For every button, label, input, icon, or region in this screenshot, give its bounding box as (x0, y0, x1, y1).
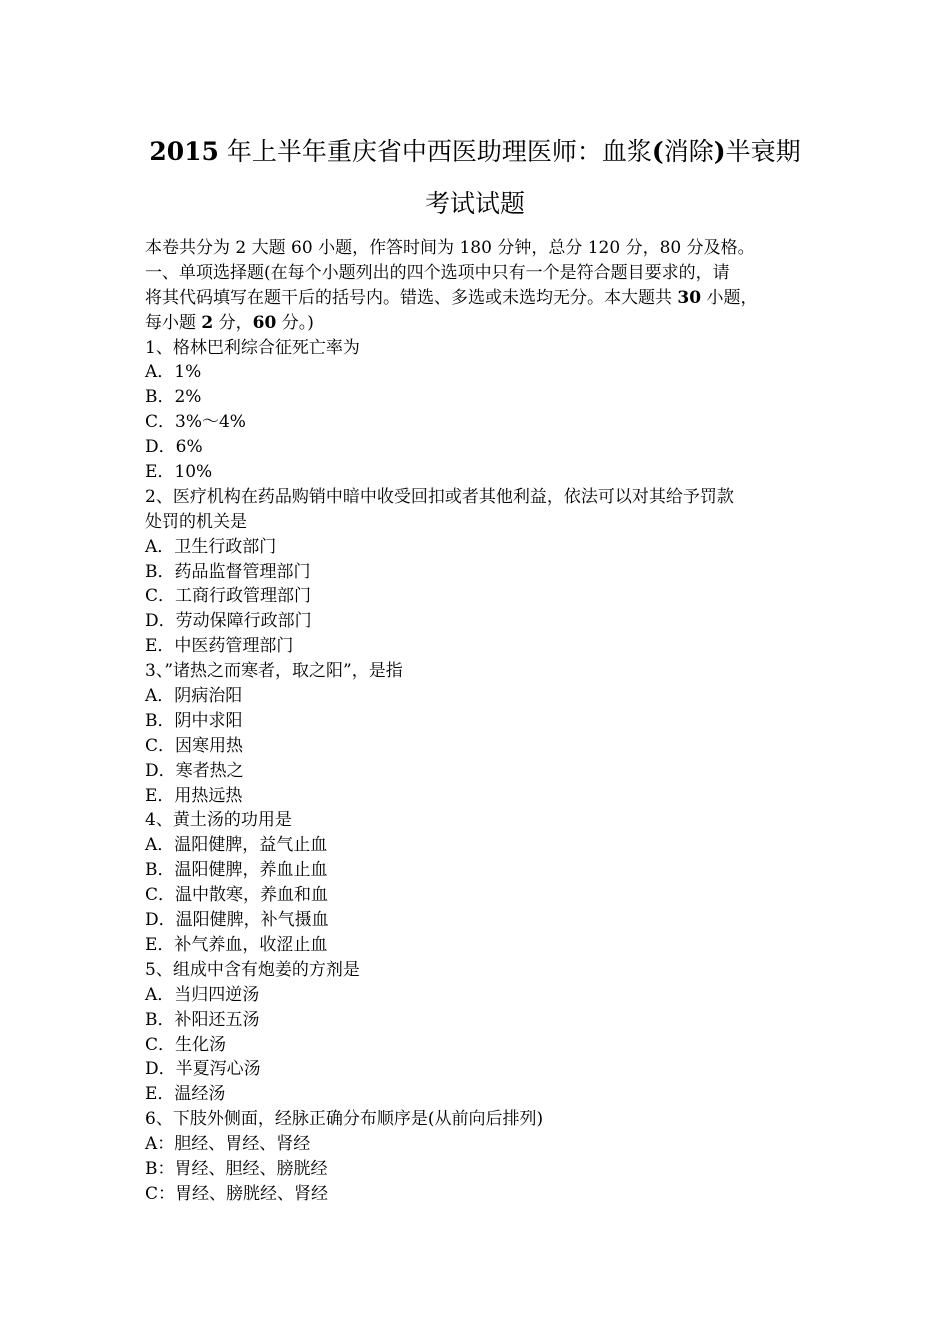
question-stem-continued: 处罚的机关是 (145, 511, 247, 532)
answer-option: B．2% (145, 387, 202, 408)
answer-option: E．中医药管理部门 (145, 636, 294, 657)
document-title-line-1 (0, 136, 950, 168)
question-stem: 4、黄土汤的功用是 (145, 810, 292, 831)
title-year: 2015 (149, 137, 219, 166)
question-stem: 5、组成中含有炮姜的方剂是 (145, 959, 360, 980)
answer-option: E．用热远热 (145, 785, 243, 806)
document-body (145, 236, 810, 1207)
section-text: 每小题 (145, 312, 202, 333)
intro-paragraph: 本卷共分为 2 大题 60 小题，作答时间为 180 分钟，总分 120 分，80 分及格。 (145, 238, 755, 258)
question-count: 30 (677, 287, 702, 308)
answer-option: D．6% (145, 437, 203, 458)
title-tail: 半衰期 (725, 137, 801, 166)
answer-option: D．温阳健脾，补气摄血 (145, 910, 329, 931)
answer-option: B．温阳健脾，养血止血 (145, 860, 328, 881)
answer-option: C．工商行政管理部门 (145, 586, 312, 607)
title-text: 年上半年重庆省中西医助理医师：血浆 (218, 137, 652, 166)
title-paren-word: 消除 (663, 137, 714, 166)
points-per-question: 2 (201, 312, 214, 333)
answer-option: B．补阳还五汤 (145, 1009, 260, 1030)
answer-option: A．温阳健脾，益气止血 (145, 835, 328, 856)
question-stem: 1、格林巴利综合征死亡率为 (145, 337, 360, 358)
section-text: 分， (213, 312, 253, 333)
answer-option: E．温经汤 (145, 1084, 226, 1105)
question-stem: 3、”诸热之而寒者，取之阳”，是指 (145, 661, 403, 682)
section-text: 分。) (276, 312, 314, 333)
section-text: 小题， (701, 287, 758, 308)
answer-option: A．阴病治阳 (145, 686, 243, 707)
title-paren-close: ) (713, 137, 726, 166)
answer-option: D．劳动保障行政部门 (145, 611, 312, 632)
answer-option: D．半夏泻心汤 (145, 1059, 261, 1080)
answer-option: C．温中散寒，养血和血 (145, 885, 329, 906)
answer-option: C．因寒用热 (145, 735, 244, 756)
section-heading-line-1: 一、单项选择题(在每个小题列出的四个选项中只有一个是符合题目要求的，请 (145, 262, 730, 283)
answer-option: E．10% (145, 462, 213, 483)
answer-option: C：胃经、膀胱经、肾经 (145, 1183, 329, 1204)
title-paren-open: ( (651, 137, 664, 166)
question-stem: 6、下肢外侧面，经脉正确分布顺序是(从前向后排列) (145, 1109, 544, 1130)
answer-option: A：胆经、胃经、肾经 (145, 1134, 311, 1155)
answer-option: D．寒者热之 (145, 760, 244, 781)
section-heading-line-3 (145, 311, 810, 336)
answer-option: C．3%～4% (145, 412, 246, 433)
section-heading-line-2 (145, 286, 810, 311)
answer-option: A．1% (145, 362, 202, 383)
answer-option: B．阴中求阳 (145, 710, 243, 731)
document-title-line-2: 考试试题 (424, 189, 525, 218)
question-stem: 2、医疗机构在药品购销中暗中收受回扣或者其他利益，依法可以对其给予罚款 (145, 486, 734, 507)
answer-option: B．药品监督管理部门 (145, 561, 311, 582)
answer-option: A．卫生行政部门 (145, 536, 277, 557)
answer-option: C．生化汤 (145, 1034, 227, 1055)
answer-option: E．补气养血，收涩止血 (145, 934, 328, 955)
answer-option: A．当归四逆汤 (145, 984, 260, 1005)
answer-option: B：胃经、胆经、膀胱经 (145, 1158, 328, 1179)
section-text: 将其代码填写在题干后的括号内。错选、多选或未选均无分。本大题共 (145, 287, 678, 308)
section-total-points: 60 (252, 312, 277, 333)
